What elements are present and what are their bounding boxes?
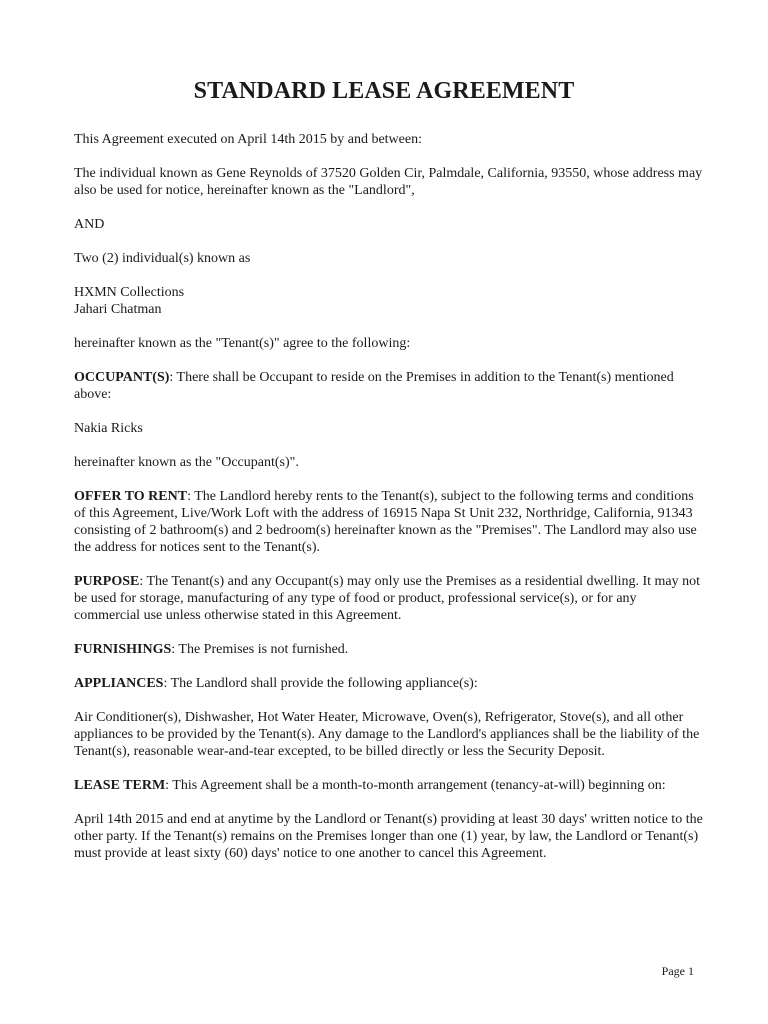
offer-text: : The Landlord hereby rents to the Tenant(s), subject to the following terms and conditions of this Agreement, Live/Work Loft with the address of 16915 Napa St Unit 232, Northridge, California, 91343 consisting of 2 bathroom(s) and 2 bedroom(s) hereinafter known as the "Premises". The Landlord may also use the address for notices sent to the Tenant(s).	[74, 489, 697, 555]
offer-section	[74, 488, 704, 556]
document-title: STANDARD LEASE AGREEMENT	[193, 78, 575, 104]
occupant-name: Nakia Ricks	[74, 421, 143, 436]
tenant-agree-paragraph: hereinafter known as the "Tenant(s)" agree to the following:	[74, 336, 411, 351]
appliances-text: : The Landlord shall provide the following appliance(s):	[163, 676, 478, 691]
purpose-heading: PURPOSE	[74, 574, 140, 589]
and-paragraph: AND	[74, 217, 105, 232]
purpose-section	[74, 573, 704, 624]
occupant-section	[74, 369, 704, 403]
tenant-name-2: Jahari Chatman	[74, 302, 162, 317]
appliances-list-paragraph: Air Conditioner(s), Dishwasher, Hot Water Heater, Microwave, Oven(s), Refrigerator, Stove(s), and all other appliances to be provided by the Tenant(s). Any damage to the Landlord's appliances shall be the liability of the Tenant(s), reasonable wear-and-tear excepted, to be billed directly or less the Security Deposit.	[74, 710, 700, 759]
purpose-text: : The Tenant(s) and any Occupant(s) may only use the Premises as a residential dwelling. It may not be used for storage, manufacturing of any type of food or product, professional service(s), or for any commercial use unless otherwise stated in this Agreement.	[74, 574, 701, 623]
document-body	[74, 131, 704, 879]
executed-paragraph: This Agreement executed on April 14th 2015 by and between:	[74, 132, 422, 147]
landlord-paragraph: The individual known as Gene Reynolds of 37520 Golden Cir, Palmdale, California, 93550, whose address may also be used for notice, hereinafter known as the "Landlord",	[74, 166, 703, 198]
occupant-heading: OCCUPANT(S)	[74, 370, 170, 385]
page-number: Page 1	[661, 964, 694, 978]
furnishings-text: : The Premises is not furnished.	[171, 642, 349, 657]
lease-term-detail-paragraph: April 14th 2015 and end at anytime by the Landlord or Tenant(s) providing at least 30 days' written notice to the other party. If the Tenant(s) remains on the Premises longer than one (1) year, by law, the Landlord or Tenant(s) must provide at least sixty (60) days' notice to one another to cancel this Agreement.	[74, 812, 703, 861]
appliances-heading: APPLIANCES	[74, 676, 164, 691]
occupant-text: : There shall be Occupant to reside on the Premises in addition to the Tenant(s) mentioned above:	[74, 370, 674, 402]
tenant-name-1: HXMN Collections	[74, 285, 185, 300]
furnishings-section	[74, 641, 704, 658]
lease-term-heading: LEASE TERM	[74, 778, 166, 793]
tenant-count-paragraph: Two (2) individual(s) known as	[74, 251, 251, 266]
appliances-section	[74, 675, 704, 692]
furnishings-heading: FURNISHINGS	[74, 642, 172, 657]
lease-term-section	[74, 777, 704, 794]
occupant-known-paragraph: hereinafter known as the "Occupant(s)".	[74, 455, 299, 470]
lease-term-text: : This Agreement shall be a month-to-month arrangement (tenancy-at-will) beginning on:	[165, 778, 666, 793]
offer-heading: OFFER TO RENT	[74, 489, 188, 504]
